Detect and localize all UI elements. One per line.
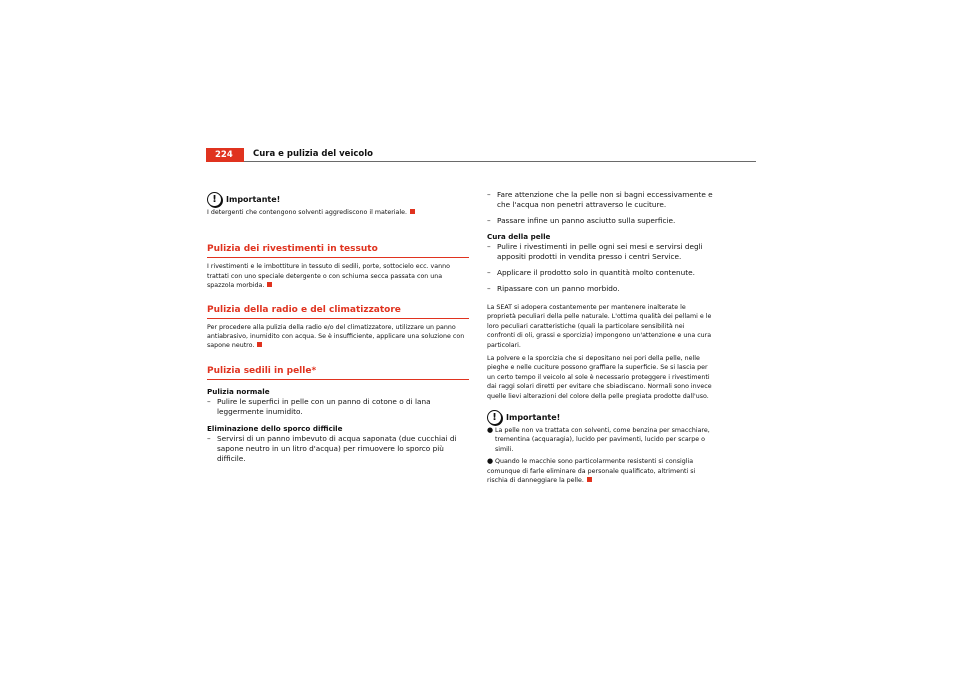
- end-marker-icon: [257, 342, 262, 347]
- end-marker-icon: [267, 282, 272, 287]
- list-item: – Applicare il prodotto solo in quantità molto contenute.: [487, 268, 695, 277]
- list-item-text: Pulire i rivestimenti in pelle ogni sei mesi e servirsi degli appositi prodotti in vendita presso i centri Service.: [497, 242, 703, 261]
- subheading-pulizia-normale: Pulizia normale: [207, 386, 270, 396]
- page-header: [206, 148, 756, 162]
- list-item: – Fare attenzione che la pelle non si bagni eccessivamente e che l'acqua non penetri attraverso le cuciture.: [487, 190, 713, 209]
- page-number: 224: [206, 148, 244, 162]
- bullet-item: [487, 426, 713, 454]
- paragraph-seat: La SEAT si adopera costantemente per mantenere inalterate le proprietà peculiari della pelle naturale. L'ottima qualità dei pellami e le loro peculiari caratteristiche (quali la particolare sensibilità nei confronti di oli, grassi e sporcizia) impongono un'attenzione e una cura particolari.: [487, 304, 712, 349]
- list-item: – Pulire le superfici in pelle con un panno di cotone o di lana leggermente inumidito.: [207, 396, 431, 416]
- bullet-continuation-text: comunque di farle eliminare da personale qualificato, altrimenti si rischia di danneggiare la pelle.: [487, 467, 696, 485]
- list-item-text: Applicare il prodotto solo in quantità molto contenute.: [497, 268, 695, 277]
- list-item-text: Fare attenzione che la pelle non si bagni eccessivamente e che l'acqua non penetri attraverso le cuciture.: [497, 190, 713, 209]
- section-title-tessuto: Pulizia dei rivestimenti in tessuto: [207, 243, 469, 258]
- header-divider: [244, 161, 756, 162]
- list-item: – Passare infine un panno asciutto sulla superficie.: [487, 216, 676, 225]
- left-column: [207, 192, 469, 464]
- bullet-icon: ●: [487, 426, 494, 435]
- page-title: Cura e pulizia del veicolo: [253, 149, 373, 159]
- list-item-text: Ripassare con un panno morbido.: [497, 284, 620, 293]
- subheading-sporco-difficile: Eliminazione dello sporco difficile: [207, 423, 343, 433]
- section-title-pelle: Pulizia sedili in pelle*: [207, 365, 469, 380]
- section-text-tessuto: [207, 262, 469, 290]
- bullet-item: [487, 457, 713, 466]
- note-text: [207, 208, 469, 217]
- section-title-radio: Pulizia della radio e del climatizzatore: [207, 304, 469, 319]
- list-item-text: Servirsi di un panno imbevuto di acqua saponata (due cucchiai di sapone neutro in un litro d'acqua) per rimuovere lo sporco più difficile.: [217, 433, 457, 463]
- section-text-radio: [207, 323, 469, 351]
- bullet-icon: ●: [487, 457, 494, 466]
- list-item: – Ripassare con un panno morbido.: [487, 284, 620, 293]
- list-item: – Servirsi di un panno imbevuto di acqua saponata (due cucchiai di sapone neutro in un litro d'acqua) per rimuovere lo sporco più difficile.: [207, 433, 457, 463]
- end-marker-icon: [587, 477, 592, 482]
- note-title: Importante!: [506, 413, 561, 423]
- warning-icon: !: [487, 410, 502, 425]
- list-item-text: Pulire le superfici in pelle con un panno di cotone o di lana leggermente inumidito.: [217, 396, 431, 416]
- note-title: Importante!: [226, 195, 281, 204]
- subheading-cura-pelle: Cura della pelle: [487, 232, 551, 241]
- note-importante: [207, 192, 469, 207]
- section-text-radio-content: Per procedere alla pulizia della radio e/o del climatizzatore, utilizzare un panno antiabrasivo, inumidito con acqua. Se è insufficiente, applicare una soluzione con sapone neutro.: [207, 323, 465, 350]
- note-importante: [487, 410, 713, 425]
- list-item-text: Passare infine un panno asciutto sulla superficie.: [497, 216, 676, 225]
- paragraph-polvere: La polvere e la sporcizia che si depositano nei pori della pelle, nelle pieghe e nelle cuciture possono graffiare la superficie. Se si lascia per un certo tempo il veicolo al sole è necessario proteggere i rivestimenti dai raggi solari diretti per evitare che sbiadiscano. Normali sono invece quelle lievi alterazioni del colore della pelle pregiata prodotte dall'uso.: [487, 355, 712, 400]
- end-marker-icon: [410, 209, 415, 214]
- bullet-item-text: La pelle non va trattata con solventi, come benzina per smacchiare, trementina (acquaragia), lucido per pavimenti, lucido per scarpe o simili.: [495, 427, 710, 453]
- list-item: – Pulire i rivestimenti in pelle ogni sei mesi e servirsi degli appositi prodotti in vendita presso i centri Service.: [487, 242, 703, 261]
- section-text-tessuto-content: I rivestimenti e le imbottiture in tessuto di sedili, porte, sottocielo ecc. vanno trattati con uno speciale detergente o con schiuma secca passata con una spazzola morbida.: [207, 263, 450, 290]
- warning-icon: !: [207, 192, 222, 207]
- right-column: [487, 190, 713, 486]
- bullet-item-text: Quando le macchie sono particolarmente resistenti si consiglia: [495, 458, 694, 466]
- note-text-content: I detergenti che contengono solventi aggrediscono il materiale.: [207, 209, 408, 216]
- bullet-continuation: [487, 467, 713, 486]
